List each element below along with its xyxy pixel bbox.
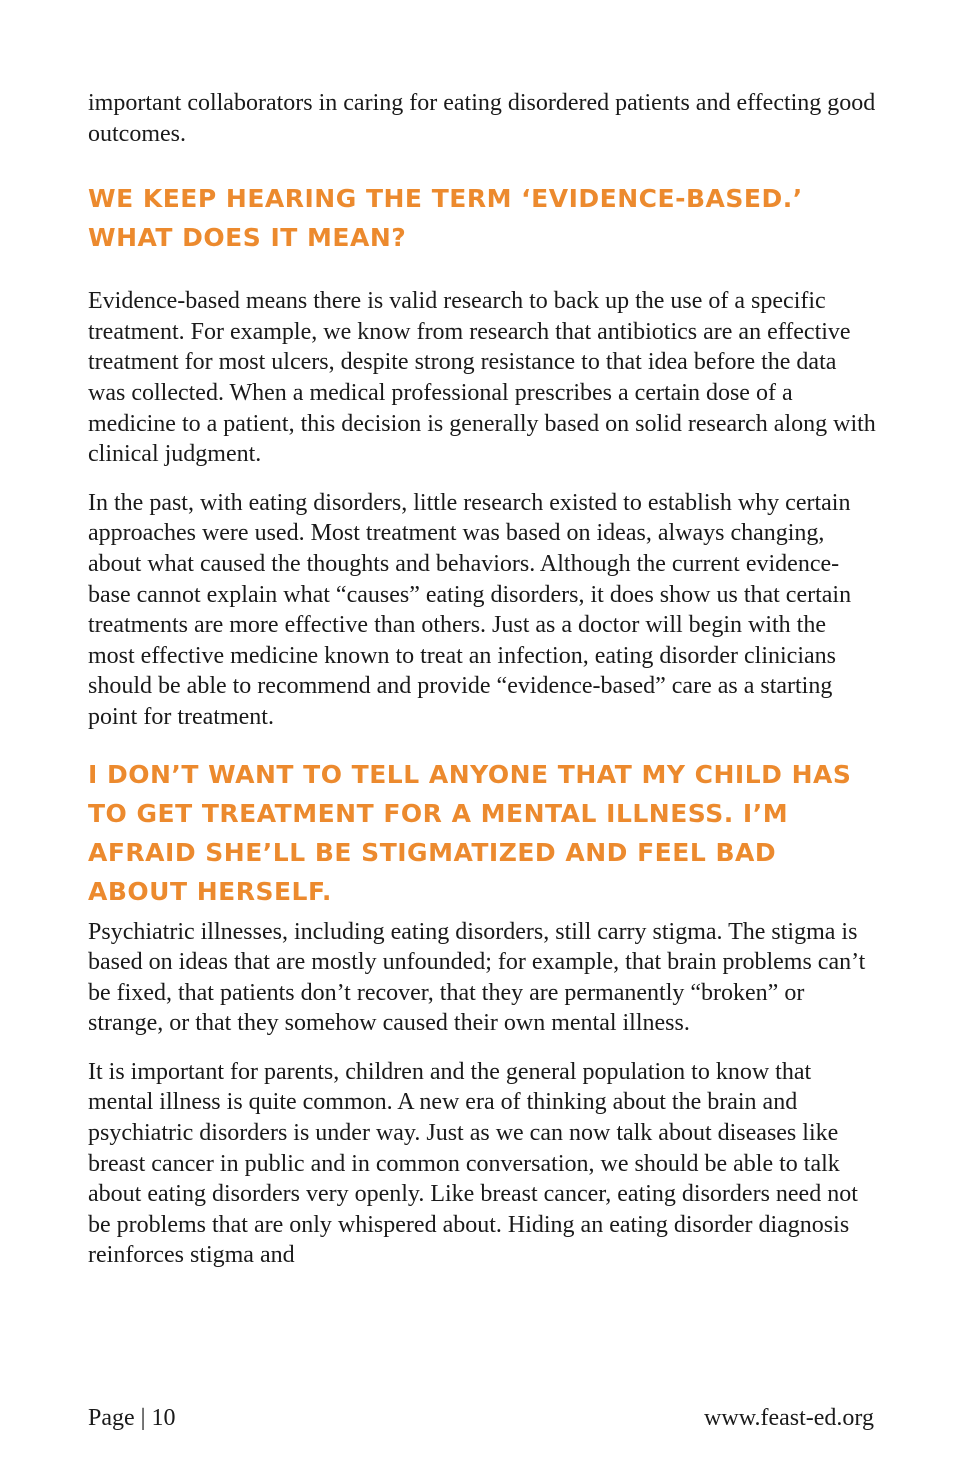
section1-paragraph-1: Evidence-based means there is valid research to back up the use of a specific treatment. For example, we know from research that antibiotics are an effective treatment for most ulcers, despite strong resistance to that idea before the data was collected. When a medical professional prescribes a certain dose of a medicine to a patient, this decision is generally based on solid research along with clinical judgment. [88,288,876,468]
section-heading-stigma: I DON’T WANT TO TELL ANYONE THAT MY CHILD HAS TO GET TREATMENT FOR A MENTAL ILLNESS. I’M AFRAID SHE’LL BE STIGMATIZED AND FEEL BAD ABOUT HERSELF. [88,759,852,906]
section-heading-evidence-based: WE KEEP HEARING THE TERM ‘EVIDENCE-BASED.’ WHAT DOES IT MEAN? [88,184,803,253]
section1-paragraph-2: In the past, with eating disorders, little research existed to establish why certain approaches were used. Most treatment was based on ideas, always changing, about what caused the thoughts and behaviors. Although the current evidence-base cannot explain what “causes” eating disorders, it does show us that certain treatments are more effective than others. Just as a doctor will begin with the most effective medicine known to treat an infection, eating disorder clinicians should be able to recommend and provide “evidence-based” care as a starting point for treatment. [88,489,852,730]
footer-website: www.feast-ed.org [704,1405,874,1431]
page-content [88,88,878,1271]
page-number: Page | 10 [88,1405,176,1431]
intro-paragraph: important collaborators in caring for eating disordered patients and effecting good outcomes. [88,90,876,147]
section2-paragraph-2: It is important for parents, children and the general population to know that mental illness is quite common. A new era of thinking about the brain and psychiatric disorders is under way. Just as we can now talk about diseases like breast cancer in public and in common conversation, we should be able to talk about eating disorders very openly. Like breast cancer, eating disorders need not be problems that are only whispered about. Hiding an eating disorder diagnosis reinforces stigma and [88,1058,858,1269]
section2-paragraph-1: Psychiatric illnesses, including eating disorders, still carry stigma. The stigma is based on ideas that are mostly unfounded; for example, that brain problems can’t be fixed, that patients don’t recover, that they are permanently “broken” or strange, or that they somehow caused their own mental illness. [88,918,866,1037]
page-footer [88,1405,874,1432]
